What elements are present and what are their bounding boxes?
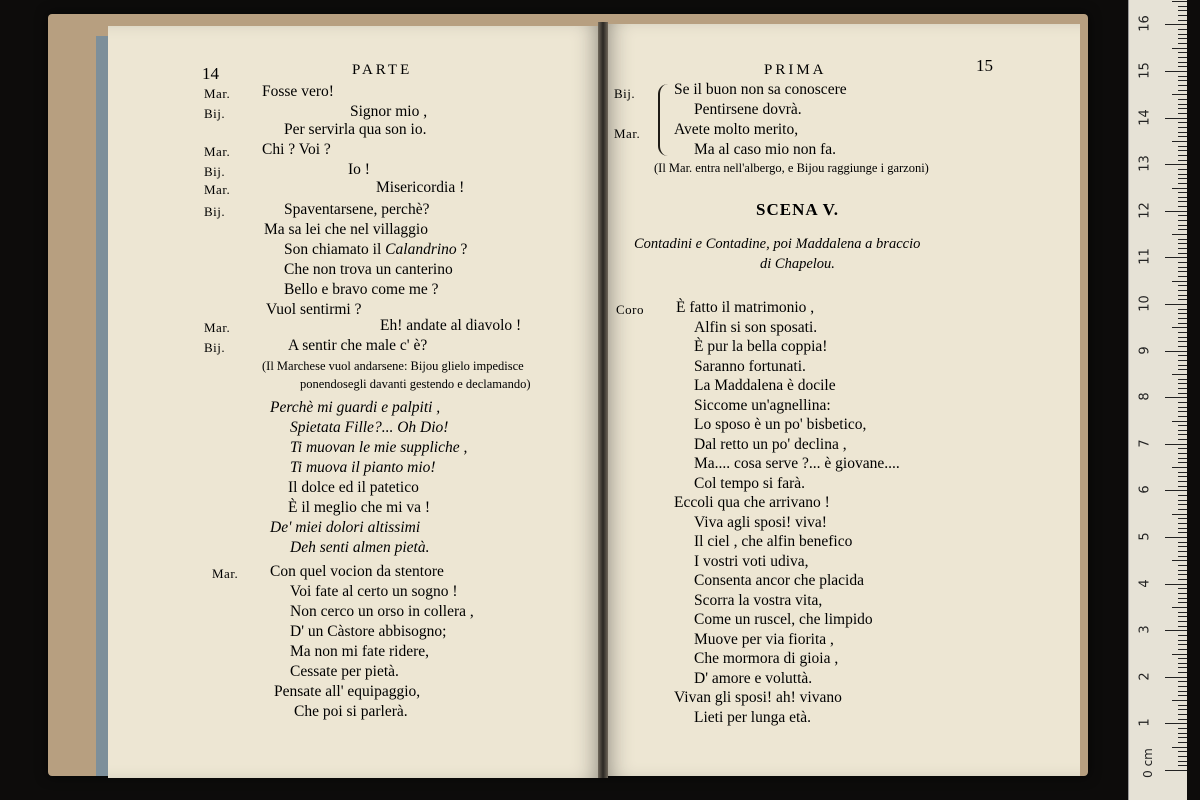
ruler-tick: [1178, 285, 1187, 286]
ruler-tick: [1178, 104, 1187, 105]
dialogue-line: Per servirla qua son io.: [284, 121, 427, 138]
ruler-tick: [1178, 714, 1187, 715]
verse-line: Il dolce ed il patetico: [288, 479, 419, 496]
ruler-tick: [1172, 514, 1187, 515]
ruler-tick: [1178, 621, 1187, 622]
ruler-number: 5: [1137, 532, 1153, 541]
ruler-tick: [1172, 747, 1187, 748]
ruler-tick: [1165, 71, 1187, 72]
ruler-tick: [1178, 132, 1187, 133]
ruler-tick: [1178, 434, 1187, 435]
ruler-tick: [1165, 257, 1187, 258]
speaker-label: Bij.: [204, 164, 226, 179]
ruler-tick: [1178, 146, 1187, 147]
ruler-tick: [1178, 719, 1187, 720]
ruler-tick: [1178, 262, 1187, 263]
ruler-tick: [1178, 169, 1187, 170]
ruler-tick: [1178, 486, 1187, 487]
measuring-ruler: [1128, 0, 1187, 800]
speaker-label: Mar.: [204, 182, 231, 197]
ruler-tick: [1178, 6, 1187, 7]
ruler-tick: [1172, 654, 1187, 655]
ruler-tick: [1172, 94, 1187, 95]
verse-line: È il meglio che mi va !: [288, 499, 431, 516]
speaker-label: Bij.: [204, 204, 226, 219]
chorus-line: Lo sposo è un po' bisbetico,: [694, 416, 867, 433]
ruler-number: 11: [1137, 248, 1153, 266]
speaker-label: Bij.: [204, 106, 226, 121]
ruler-tick: [1178, 127, 1187, 128]
speech-line: Voi fate al certo un sogno !: [290, 583, 458, 600]
ruler-tick: [1178, 76, 1187, 77]
dialogue-line: A sentir che male c' è?: [288, 337, 428, 354]
ruler-tick: [1178, 160, 1187, 161]
ruler-tick: [1178, 369, 1187, 370]
dialogue-line: Vuol sentirmi ?: [266, 301, 362, 318]
chorus-line: Col tempo si farà.: [694, 474, 806, 492]
ruler-tick: [1178, 402, 1187, 403]
ruler-tick: [1178, 448, 1187, 449]
speech-line: Non cerco un orso in collera ,: [290, 603, 474, 620]
ruler-tick: [1178, 383, 1187, 384]
ruler-tick: [1165, 304, 1187, 305]
chorus-line: Come un ruscel, che limpido: [694, 611, 873, 628]
dialogue-line: Io !: [348, 161, 370, 178]
ruler-tick: [1178, 742, 1187, 743]
chorus-line: Dal retto un po' declina ,: [694, 435, 847, 453]
ruler-tick: [1178, 709, 1187, 710]
speaker-label: Bij.: [204, 340, 226, 355]
stage-direction-1: (Il Marchese vuol andarsene: Bijou glielo impedisce: [262, 359, 524, 373]
ruler-tick: [1172, 188, 1187, 189]
ruler-tick: [1178, 751, 1187, 752]
ruler-tick: [1178, 640, 1187, 641]
ruler-tick: [1178, 481, 1187, 482]
chorus-line: Consenta ancor che placida: [694, 572, 864, 589]
ruler-tick: [1178, 155, 1187, 156]
ruler-tick: [1178, 34, 1187, 35]
ruler-tick: [1178, 658, 1187, 659]
speech-line: Ma non mi fate ridere,: [290, 643, 430, 660]
ruler-tick: [1178, 649, 1187, 650]
ruler-tick: [1178, 737, 1187, 738]
ruler-tick: [1178, 136, 1187, 137]
ruler-tick: [1172, 560, 1187, 561]
speaker-label: Mar.: [204, 144, 231, 159]
chorus-line: Eccoli qua che arrivano !: [674, 494, 830, 511]
speaker-label: Mar.: [204, 86, 231, 101]
ruler-tick: [1178, 756, 1187, 757]
ruler-tick: [1165, 397, 1187, 398]
ruler-tick: [1178, 108, 1187, 109]
right-page-header: PRIMA: [764, 62, 827, 78]
ruler-tick: [1178, 379, 1187, 380]
ruler-tick: [1178, 174, 1187, 175]
ruler-tick: [1178, 598, 1187, 599]
ruler-tick: [1178, 341, 1187, 342]
ruler-number: 12: [1137, 202, 1153, 219]
ruler-tick: [1178, 295, 1187, 296]
chorus-line: Vivan gli sposi! ah! vivano: [674, 689, 842, 706]
ruler-tick: [1178, 430, 1187, 431]
ruler-tick: [1178, 546, 1187, 547]
ruler-tick: [1165, 211, 1187, 212]
duet-line: Pentirsene dovrà.: [694, 101, 802, 118]
ruler-tick: [1178, 243, 1187, 244]
ruler-tick: [1178, 602, 1187, 603]
verse-line: Deh senti almen pietà.: [290, 539, 430, 556]
chorus-line: La Maddalena è docile: [694, 377, 836, 394]
ruler-tick: [1165, 444, 1187, 445]
speaker-coro: Coro: [616, 302, 644, 317]
ruler-tick: [1178, 462, 1187, 463]
dialogue-line: Chi ? Voi ?: [262, 141, 331, 158]
ruler-number: 9: [1137, 345, 1153, 355]
ruler-tick: [1178, 705, 1187, 706]
ruler-tick: [1178, 425, 1187, 426]
ruler-tick: [1178, 393, 1187, 394]
ruler-tick: [1172, 281, 1187, 282]
ruler-number: 16: [1137, 15, 1153, 33]
ruler-tick: [1178, 38, 1187, 39]
ruler-tick: [1178, 523, 1187, 524]
ruler-tick: [1178, 229, 1187, 230]
ruler-tick: [1165, 118, 1187, 119]
stage-direction-2: ponendosegli davanti gestendo e declamando): [300, 377, 531, 391]
ruler-tick: [1178, 43, 1187, 44]
ruler-tick: [1178, 337, 1187, 338]
ruler-tick: [1172, 607, 1187, 608]
ruler-tick: [1178, 57, 1187, 58]
dialogue-line: Bello e bravo come me ?: [284, 281, 439, 298]
ruler-tick: [1178, 360, 1187, 361]
ruler-tick: [1178, 253, 1187, 254]
dialogue-line: Fosse vero!: [262, 83, 334, 100]
duet-line: Avete molto merito,: [674, 121, 799, 138]
ruler-tick: [1172, 421, 1187, 422]
speech-line: Che poi si parlerà.: [294, 703, 408, 720]
ruler-tick: [1178, 113, 1187, 114]
ruler-number: 7: [1137, 439, 1153, 448]
ruler-tick: [1178, 206, 1187, 207]
ruler-tick: [1178, 616, 1187, 617]
ruler-tick: [1165, 630, 1187, 631]
dialogue-line: Son chiamato il Calandrino ?: [284, 241, 468, 258]
ruler-number: 6: [1137, 485, 1153, 495]
ruler-tick: [1178, 388, 1187, 389]
verse-line: Perchè mi guardi e palpiti ,: [270, 399, 441, 416]
ruler-tick: [1178, 695, 1187, 696]
ruler-tick: [1178, 458, 1187, 459]
ruler-tick: [1178, 197, 1187, 198]
ruler-tick: [1178, 62, 1187, 63]
book-gutter: [598, 22, 608, 778]
duet-line: Ma al caso mio non fa.: [694, 141, 837, 158]
ruler-tick: [1178, 635, 1187, 636]
dialogue-line: Ma sa lei che nel villaggio: [264, 221, 428, 238]
ruler-tick: [1178, 178, 1187, 179]
speaker-label: Mar.: [204, 320, 231, 335]
dialogue-line: Spaventarsene, perchè?: [284, 201, 430, 218]
ruler-tick: [1178, 500, 1187, 501]
ruler-tick: [1178, 248, 1187, 249]
ruler-unit-label: 0 cm: [1140, 748, 1155, 778]
ruler-tick: [1172, 374, 1187, 375]
ruler-tick: [1178, 681, 1187, 682]
ruler-number: 14: [1137, 108, 1153, 126]
chorus-line: Saranno fortunati.: [694, 357, 806, 375]
duet-brace: [658, 84, 670, 156]
speech-line: Pensate all' equipaggio,: [274, 683, 421, 700]
ruler-tick: [1178, 313, 1187, 314]
ruler-tick: [1178, 52, 1187, 53]
ruler-tick: [1165, 723, 1187, 724]
ruler-tick: [1178, 220, 1187, 221]
ruler-tick: [1165, 351, 1187, 352]
ruler-tick: [1178, 570, 1187, 571]
ruler-tick: [1178, 672, 1187, 673]
ruler-tick: [1172, 48, 1187, 49]
ruler-tick: [1178, 80, 1187, 81]
ruler-tick: [1178, 318, 1187, 319]
ruler-tick: [1178, 299, 1187, 300]
ruler-tick: [1178, 761, 1187, 762]
ruler-tick: [1178, 365, 1187, 366]
ruler-tick: [1178, 667, 1187, 668]
ruler-tick: [1178, 686, 1187, 687]
ruler-tick: [1178, 183, 1187, 184]
ruler-tick: [1178, 532, 1187, 533]
dialogue-line: Eh! andate al diavolo !: [380, 317, 522, 334]
verse-line: De' miei dolori altissimi: [270, 519, 421, 536]
left-page-number: 14: [202, 64, 219, 83]
ruler-tick: [1172, 700, 1187, 701]
chorus-line: Scorra la vostra vita,: [694, 591, 823, 609]
verse-line: Spietata Fille?... Oh Dio!: [290, 419, 449, 436]
ruler-tick: [1178, 276, 1187, 277]
chorus-line: Siccome un'agnellina:: [694, 396, 831, 414]
speaker-mar: Mar.: [614, 126, 641, 141]
ruler-tick: [1178, 90, 1187, 91]
ruler-tick: [1178, 239, 1187, 240]
ruler-tick: [1178, 556, 1187, 557]
ruler-tick: [1178, 518, 1187, 519]
chorus-line: È fatto il matrimonio ,: [676, 299, 815, 316]
ruler-tick: [1178, 309, 1187, 310]
chorus-line: È pur la bella coppia!: [694, 338, 828, 355]
chorus-line: Ma.... cosa serve ?... è giovane....: [694, 455, 900, 472]
ruler-tick: [1165, 490, 1187, 491]
ruler-tick: [1178, 439, 1187, 440]
ruler-number: 13: [1137, 155, 1153, 172]
ruler-tick: [1178, 99, 1187, 100]
chorus-line: Che mormora di gioia ,: [694, 650, 839, 667]
ruler-tick: [1178, 579, 1187, 580]
ruler-tick: [1178, 411, 1187, 412]
scene-description: Contadini e Contadine, poi Maddalena a braccio: [634, 236, 921, 252]
ruler-tick: [1178, 593, 1187, 594]
speaker-mar: Mar.: [212, 566, 239, 581]
ruler-tick: [1178, 225, 1187, 226]
ruler-tick: [1178, 346, 1187, 347]
ruler-tick: [1178, 15, 1187, 16]
right-page-number: 15: [976, 56, 993, 75]
ruler-number: 10: [1137, 295, 1153, 312]
ruler-tick: [1178, 733, 1187, 734]
ruler-number: 3: [1137, 625, 1153, 634]
chorus-line: D' amore e voluttà.: [694, 669, 813, 687]
ruler-tick: [1172, 234, 1187, 235]
ruler-tick: [1165, 537, 1187, 538]
ruler-tick: [1178, 66, 1187, 67]
ruler-tick: [1178, 267, 1187, 268]
ruler-tick: [1165, 677, 1187, 678]
ruler-tick: [1172, 141, 1187, 142]
speaker-bij: Bij.: [614, 86, 636, 101]
ruler-tick: [1178, 528, 1187, 529]
verse-line: Ti muovan le mie suppliche ,: [290, 439, 468, 456]
ruler-tick: [1178, 551, 1187, 552]
ruler-tick: [1178, 472, 1187, 473]
ruler-tick: [1178, 542, 1187, 543]
speech-line: Con quel vocion da stentore: [270, 563, 444, 580]
chorus-line: Viva agli sposi! viva!: [694, 513, 827, 531]
ruler-tick: [1178, 416, 1187, 417]
chorus-line: Lieti per lunga età.: [694, 708, 812, 726]
ruler-tick: [1172, 1, 1187, 2]
ruler-tick: [1165, 164, 1187, 165]
ruler-tick: [1178, 626, 1187, 627]
ruler-tick: [1178, 476, 1187, 477]
ruler-tick: [1178, 691, 1187, 692]
chorus-line: Il ciel , che alfin benefico: [694, 533, 853, 550]
ruler-tick: [1165, 770, 1187, 771]
dialogue-line: Che non trova un canterino: [284, 261, 453, 278]
ruler-tick: [1178, 765, 1187, 766]
ruler-tick: [1178, 612, 1187, 613]
ruler-tick: [1178, 728, 1187, 729]
ruler-number: 4: [1137, 578, 1153, 588]
ruler-tick: [1178, 355, 1187, 356]
ruler-number: 2: [1137, 672, 1153, 681]
scene-title: SCENA V.: [756, 200, 839, 219]
ruler-number: 15: [1137, 62, 1153, 79]
ruler-tick: [1178, 192, 1187, 193]
ruler-tick: [1178, 29, 1187, 30]
chorus-line: I vostri voti udiva,: [694, 552, 809, 570]
ruler-tick: [1172, 467, 1187, 468]
ruler-tick: [1178, 565, 1187, 566]
ruler-tick: [1178, 20, 1187, 21]
ruler-number: 8: [1137, 392, 1153, 401]
ruler-tick: [1178, 407, 1187, 408]
verse-line: Ti muova il pianto mio!: [290, 459, 436, 476]
ruler-tick: [1178, 453, 1187, 454]
chorus-line: Alfin si son sposati.: [694, 318, 818, 336]
ruler-tick: [1178, 504, 1187, 505]
stage-direction: (Il Mar. entra nell'albergo, e Bijou raggiunge i garzoni): [654, 161, 929, 175]
scene-description: di Chapelou.: [760, 256, 835, 272]
ruler-number: 1: [1137, 718, 1153, 728]
duet-line: Se il buon non sa conoscere: [674, 81, 847, 98]
ruler-tick: [1178, 588, 1187, 589]
ruler-tick: [1165, 584, 1187, 585]
ruler-tick: [1165, 24, 1187, 25]
ruler-tick: [1178, 644, 1187, 645]
ruler-tick: [1178, 332, 1187, 333]
ruler-tick: [1178, 290, 1187, 291]
ruler-tick: [1178, 271, 1187, 272]
ruler-tick: [1178, 495, 1187, 496]
ruler-tick: [1178, 215, 1187, 216]
dialogue-line: Misericordia !: [376, 179, 465, 196]
ruler-tick: [1178, 574, 1187, 575]
speech-line: D' un Càstore abbisogno;: [290, 623, 447, 640]
ruler-tick: [1172, 327, 1187, 328]
ruler-tick: [1178, 85, 1187, 86]
left-page-header: PARTE: [352, 62, 413, 78]
ruler-tick: [1178, 663, 1187, 664]
ruler-tick: [1178, 509, 1187, 510]
speech-line: Cessate per pietà.: [290, 663, 399, 680]
chorus-line: Muove per via fiorita ,: [694, 630, 834, 648]
dialogue-line: Signor mio ,: [350, 103, 428, 120]
ruler-tick: [1178, 150, 1187, 151]
ruler-tick: [1178, 10, 1187, 11]
ruler-tick: [1178, 201, 1187, 202]
ruler-tick: [1178, 323, 1187, 324]
ruler-tick: [1178, 122, 1187, 123]
